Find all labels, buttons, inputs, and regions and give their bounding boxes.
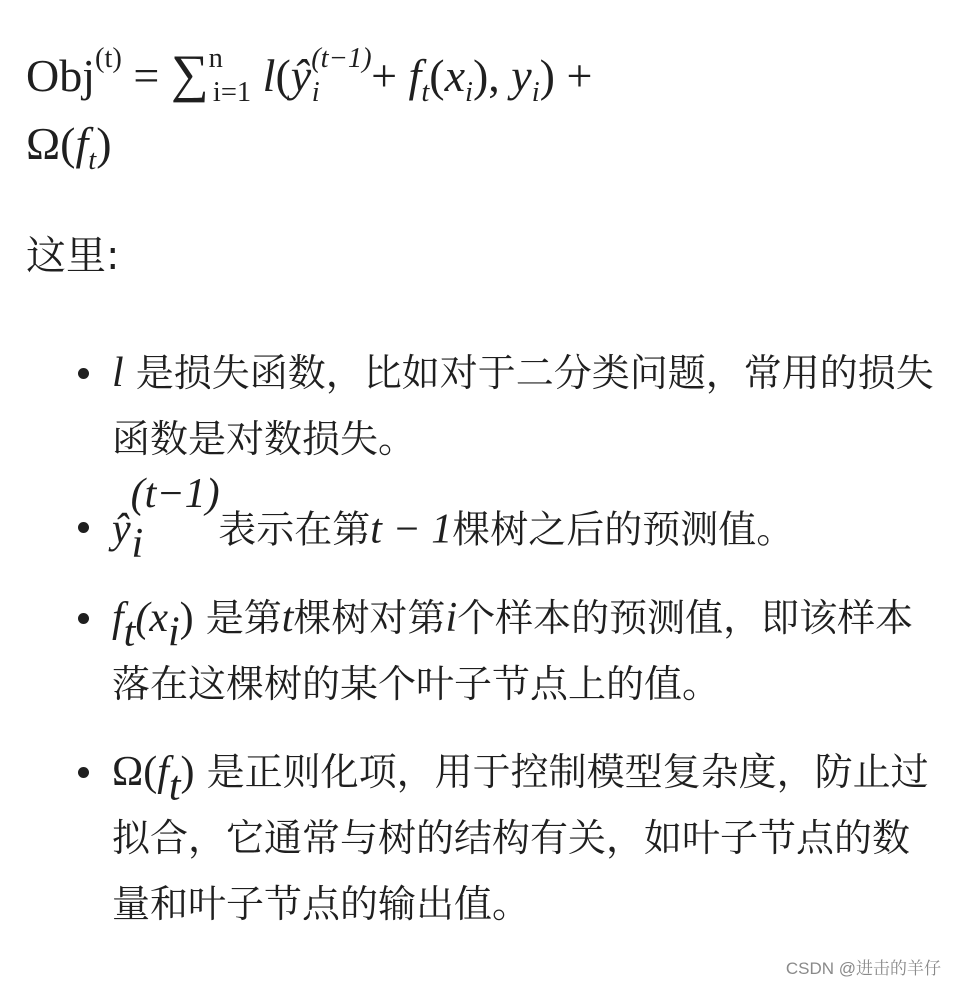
sum-symbol: ∑ — [170, 45, 209, 103]
t-inline: t — [281, 594, 294, 641]
bullet-text: 是正则化项，用于控制模型复杂度，防止过拟合，它通常与树的结构有关，如叶子节点的数量和叶子节点的输出值。 — [112, 749, 929, 926]
omega-inline-close: ) — [180, 748, 195, 795]
yhat-inline: ŷ — [112, 506, 131, 553]
f-symbol: f — [408, 50, 422, 101]
watermark: CSDN @进击的羊仔 — [785, 959, 941, 978]
list-item — [0, 585, 957, 717]
loss-symbol-inline: l — [112, 350, 124, 396]
list-item — [0, 739, 957, 937]
x-inline: (x — [135, 594, 168, 641]
paren-close-plus: ) + — [539, 50, 593, 101]
f-inline-subscript: t — [123, 609, 136, 656]
intro-text: 这里: — [26, 233, 120, 279]
omega-symbol: Ω( — [26, 118, 76, 169]
y-subscript: i — [531, 76, 540, 108]
yhat-symbol: ŷ — [290, 50, 312, 101]
loss-symbol: l — [262, 50, 276, 101]
bullet-text: 棵树对第 — [293, 595, 446, 640]
list-item — [0, 340, 957, 472]
x-paren-close: ), — [472, 50, 500, 101]
list-item — [0, 471, 957, 568]
omega-paren-close: ) — [96, 118, 112, 169]
x-symbol: x — [444, 50, 465, 101]
omega-f-symbol: f — [75, 118, 89, 169]
x-paren-open: ( — [429, 50, 445, 101]
omega-inline: Ω( — [112, 748, 158, 795]
x-inline-subscript: i — [167, 609, 180, 656]
omega-f-inline: f — [157, 748, 169, 795]
bullet-text: 表示在第 — [206, 507, 371, 552]
bullet-text: 是损失函数，比如对于二分类问题，常用的损失函数是对数损失。 — [112, 351, 934, 461]
plus-sign: + — [359, 50, 409, 101]
i-inline: i — [445, 594, 458, 641]
definition-list — [0, 340, 957, 959]
bullet-text: 是第 — [193, 595, 282, 640]
paren-open: ( — [275, 50, 291, 101]
yhat-superscript: (t−1) — [311, 42, 372, 74]
yhat-inline-superscript: (t−1) — [130, 471, 220, 517]
x-inline-close: ) — [179, 594, 194, 641]
f-inline: f — [112, 594, 124, 641]
yhat-inline-subscript: i — [131, 521, 144, 568]
omega-f-subscript: t — [88, 144, 97, 176]
omega-f-inline-subscript: t — [168, 763, 181, 810]
yhat-subscript: i — [311, 76, 320, 108]
bullet-text: 个样本的预测值，即该样本落在这棵树的某个叶子节点上的值。 — [112, 595, 914, 706]
obj-label: Obj — [26, 50, 95, 101]
objective-formula — [26, 40, 592, 178]
f-subscript: t — [421, 76, 430, 108]
sum-upper-limit: n — [208, 42, 223, 74]
bullet-text: 棵树之后的预测值。 — [452, 507, 795, 552]
t-minus-one-inline: t − 1 — [370, 506, 453, 553]
y-symbol: y — [511, 50, 532, 101]
sum-lower-limit: i=1 — [212, 76, 252, 108]
equals-sign: = — [121, 50, 171, 101]
x-subscript: i — [465, 76, 473, 108]
obj-superscript: (t) — [95, 42, 122, 74]
